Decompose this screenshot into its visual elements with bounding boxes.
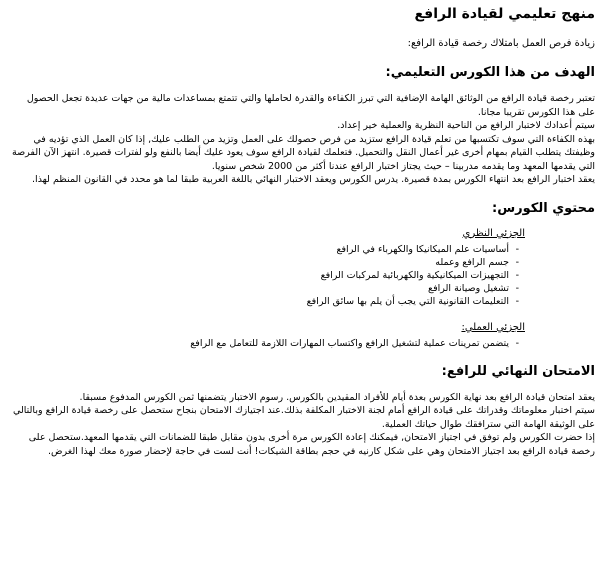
goal-paragraph: يعقد اختبار الرافع بعد انتهاء الكورس بمدة قصيرة. يدرس الكورس ويعقد الاختبار النهائي باللغة العربية طبقا لما هو محدد في القانون المنظم لهذا. — [32, 174, 595, 185]
practical-list — [10, 337, 595, 350]
list-item: - تشغيل وصيانة الرافع — [10, 282, 509, 295]
list-item: - أساسيات علم الميكانيكا والكهرباء في الرافع — [10, 243, 509, 256]
goal-paragraph: تعتبر رخصة قيادة الرافع من الوثائق الهامة الإضافية التي تبرز الكفاءة والقدرة لحاملها والتي تتمتع بمساعدات مالية من جهات عديدة تجعل الحصول على هذا الكورس تقريبا مجانا. — [26, 93, 595, 118]
exam-paragraph: إذا حضرت الكورس ولم توفق في اجتياز الامتحان, فيمكنك إعادة الكورس مرة أخرى بدون مقابل طبقا للضمانات التي يقدمها المعهد.ستحصل على رخصة قيادة الرافع بعد اجتياز الامتحان وهي على شكل كارنيه في حجم بطاقة الشيكات! أنت لست في حاجة لإحضار صورة معك لهذا الغرض. — [28, 432, 595, 457]
goal-heading: الهدف من هذا الكورس التعليمي: — [385, 65, 595, 80]
theory-subheading: الجزئي النظري — [462, 227, 525, 239]
exam-section — [10, 364, 595, 459]
goal-section — [10, 65, 595, 187]
content-heading: محتوي الكورس: — [492, 200, 595, 216]
goal-paragraph: بهذه الكفاءة التي سوف تكتسبها من تعلم قيادة الرافع ستزيد من فرص حصولك على العمل وتزيد من الطلب عليك, إذا كان العمل الذي تؤديه في وظيفتك يتطلب القيام بمهام أخرى غير أعمال النقل والتحميل. فتعلمك لقيادة الرافع سوف يعود عليك أيضا بالنفع ولو لفترات قصيرة. انتهز الآن الفرصة التي يقدمها المعهد وما يقدمه مدربينا – حيث يجتاز اختبار الرافع عندنا أكثر من 2000 شخص سنويا. — [11, 133, 595, 172]
list-item: - التعليمات القانونية التي يجب أن يلم بها سائق الرافع — [10, 295, 509, 308]
theory-list — [10, 243, 595, 308]
exam-paragraph: يعقد امتحان قيادة الرافع بعد نهاية الكورس بعدة أيام للأفراد المقيدين بالكورس. رسوم الاختبار يتضمنها ثمن الكورس المدفوع مسبقا. — [79, 391, 595, 403]
content-section — [10, 201, 595, 350]
exam-paragraph: سيتم اختبار معلوماتك وقدراتك على قيادة الرافع أمام لجنة الاختبار المكلفة بذلك.عند اجتيازك الامتحان بنجاح ستحصل على رخصة قيادة الرافع وبالتالي على الوثيقة الهامة التي سترافقك طوال حياتك العملية. — [12, 405, 595, 430]
goal-paragraph: سيتم أعدادك لاختبار الرافع من الناحية النظرية والعملية خير إعداد. — [337, 120, 595, 131]
document-title: منهج تعليمي لقيادة الرافع — [414, 6, 595, 22]
list-item: - التجهيزات الميكانيكية والكهربائية لمركبات الرافع — [10, 269, 509, 282]
intro-line: زيادة فرص العمل بامتلاك رخصة قيادة الرافع: — [407, 38, 595, 49]
list-item: - يتضمن تمرينات عملية لتشغيل الرافع واكتساب المهارات اللازمة للتعامل مع الرافع — [10, 337, 509, 350]
list-item: - جسم الرافع وعمله — [10, 256, 509, 269]
practical-subheading: الجزئي العملي: — [461, 321, 525, 333]
exam-heading: الامتحان النهائي للرافع: — [441, 363, 595, 379]
